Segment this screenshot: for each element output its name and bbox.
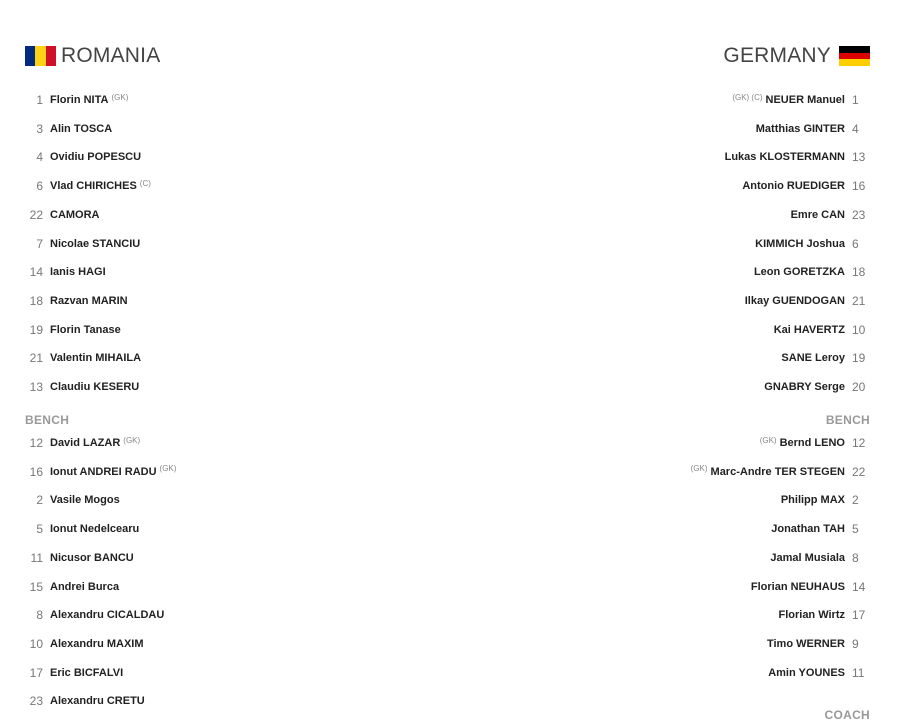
player-number: 17 bbox=[852, 608, 866, 623]
player-name[interactable]: Ilkay GUENDOGAN bbox=[744, 294, 845, 307]
player-number: 10 bbox=[29, 636, 43, 651]
player-number: 14 bbox=[852, 579, 866, 594]
player-role-tags: (GK) bbox=[690, 464, 708, 474]
player-name[interactable]: Emre CAN bbox=[790, 208, 845, 221]
player-name[interactable]: Ionut ANDREI RADU bbox=[50, 465, 157, 478]
player-number: 8 bbox=[36, 608, 43, 623]
player-number: 2 bbox=[36, 493, 43, 508]
player-name[interactable]: Alexandru CRETU bbox=[50, 695, 145, 708]
player-name[interactable]: Matthias GINTER bbox=[755, 122, 845, 135]
player-number: 5 bbox=[852, 522, 859, 537]
player-name[interactable]: Florian NEUHAUS bbox=[750, 580, 845, 593]
away-team-header bbox=[723, 42, 870, 70]
player-name[interactable]: Andrei Burca bbox=[50, 580, 120, 593]
player-row[interactable] bbox=[480, 634, 870, 654]
player-role-tags: (GK) bbox=[159, 464, 177, 474]
player-name[interactable]: Valentin MIHAILA bbox=[50, 352, 142, 365]
player-row[interactable] bbox=[480, 147, 870, 167]
player-row[interactable] bbox=[25, 147, 425, 167]
player-row[interactable] bbox=[25, 548, 425, 568]
player-row[interactable] bbox=[480, 519, 870, 539]
player-row[interactable] bbox=[480, 320, 870, 340]
player-name[interactable]: Lukas KLOSTERMANN bbox=[724, 151, 845, 164]
player-name[interactable]: Alin TOSCA bbox=[50, 122, 113, 135]
away-team-name: GERMANY bbox=[723, 44, 831, 67]
player-name[interactable]: Philipp MAX bbox=[780, 494, 845, 507]
away-bench-label: BENCH bbox=[825, 413, 870, 427]
player-row[interactable] bbox=[480, 548, 870, 568]
player-name[interactable]: Nicolae STANCIU bbox=[50, 237, 141, 250]
player-number: 16 bbox=[29, 464, 43, 479]
player-row[interactable] bbox=[25, 234, 425, 254]
player-name[interactable]: Jonathan TAH bbox=[771, 523, 845, 536]
player-number: 14 bbox=[29, 265, 43, 280]
player-name[interactable]: Ianis HAGI bbox=[50, 266, 106, 279]
player-number: 3 bbox=[36, 121, 43, 136]
player-name[interactable]: Antonio RUEDIGER bbox=[742, 180, 845, 193]
player-role-tags: (C) bbox=[139, 178, 151, 188]
player-role-tags: (GK) bbox=[111, 92, 129, 102]
player-number: 6 bbox=[852, 236, 859, 251]
romania-flag-icon bbox=[25, 46, 56, 66]
player-row[interactable] bbox=[25, 433, 425, 453]
home-bench-label: BENCH bbox=[25, 413, 70, 427]
player-role-tags: (GK) (C) bbox=[732, 92, 763, 102]
player-name[interactable]: Bernd LENO bbox=[779, 437, 845, 449]
player-row[interactable] bbox=[480, 490, 870, 510]
player-row[interactable] bbox=[480, 377, 870, 397]
player-row[interactable] bbox=[25, 262, 425, 282]
player-row[interactable] bbox=[25, 634, 425, 654]
player-number: 15 bbox=[29, 579, 43, 594]
player-name[interactable]: Florian Wirtz bbox=[778, 609, 845, 622]
away-coach-label: COACH bbox=[824, 708, 870, 722]
player-row[interactable] bbox=[480, 433, 870, 453]
player-row[interactable] bbox=[480, 348, 870, 368]
player-row[interactable] bbox=[25, 377, 425, 397]
player-row[interactable] bbox=[480, 462, 870, 482]
player-name[interactable]: David LAZAR bbox=[50, 437, 121, 449]
player-row[interactable] bbox=[480, 577, 870, 597]
player-name[interactable]: Vlad CHIRICHES bbox=[50, 180, 137, 193]
player-row[interactable] bbox=[25, 348, 425, 368]
player-number: 1 bbox=[852, 93, 859, 107]
home-team-header bbox=[25, 42, 160, 70]
player-name[interactable]: CAMORA bbox=[50, 208, 100, 221]
germany-flag-icon bbox=[839, 46, 870, 66]
player-row[interactable] bbox=[480, 663, 870, 683]
player-row[interactable] bbox=[25, 691, 425, 711]
player-number: 6 bbox=[36, 179, 43, 194]
player-number: 11 bbox=[852, 665, 865, 680]
player-number: 20 bbox=[852, 380, 866, 394]
player-row[interactable] bbox=[25, 320, 425, 340]
player-name[interactable]: Vasile Mogos bbox=[50, 494, 120, 507]
player-row[interactable] bbox=[480, 234, 870, 254]
player-number: 4 bbox=[36, 150, 43, 165]
player-name[interactable]: Florin NITA bbox=[50, 94, 109, 106]
player-number: 8 bbox=[852, 550, 859, 565]
player-number: 13 bbox=[29, 380, 43, 394]
player-name[interactable]: NEUER Manuel bbox=[765, 94, 845, 106]
player-number: 19 bbox=[29, 322, 43, 337]
player-row[interactable] bbox=[25, 605, 425, 625]
home-team-name: ROMANIA bbox=[61, 44, 161, 67]
player-row[interactable] bbox=[25, 119, 425, 139]
player-number: 13 bbox=[852, 150, 866, 165]
player-name[interactable]: Eric BICFALVI bbox=[50, 666, 124, 679]
player-number: 21 bbox=[29, 351, 43, 366]
player-number: 12 bbox=[29, 436, 43, 450]
player-name[interactable]: Jamal Musiala bbox=[770, 551, 845, 564]
player-name[interactable]: Alexandru MAXIM bbox=[50, 637, 144, 650]
player-number: 9 bbox=[852, 636, 859, 651]
player-number: 4 bbox=[852, 121, 859, 136]
player-number: 10 bbox=[852, 322, 866, 337]
player-number: 22 bbox=[29, 207, 43, 222]
player-number: 21 bbox=[852, 293, 866, 308]
player-name[interactable]: KIMMICH Joshua bbox=[755, 237, 845, 250]
player-name[interactable]: Ovidiu POPESCU bbox=[50, 151, 142, 164]
player-name[interactable]: Claudiu KESERU bbox=[50, 381, 140, 393]
player-row[interactable] bbox=[480, 90, 870, 110]
player-number: 1 bbox=[36, 93, 43, 107]
player-name[interactable]: Ionut Nedelcearu bbox=[50, 523, 140, 536]
player-number: 19 bbox=[852, 351, 866, 366]
player-row[interactable] bbox=[480, 291, 870, 311]
player-name[interactable]: Alexandru CICALDAU bbox=[50, 609, 165, 622]
player-row[interactable] bbox=[480, 119, 870, 139]
player-number: 2 bbox=[852, 493, 859, 508]
player-row[interactable] bbox=[480, 176, 870, 196]
player-name[interactable]: Florin Tanase bbox=[50, 323, 121, 336]
player-row[interactable] bbox=[25, 519, 425, 539]
player-number: 11 bbox=[30, 550, 43, 565]
player-row[interactable] bbox=[25, 663, 425, 683]
player-name[interactable]: Razvan MARIN bbox=[50, 294, 128, 307]
player-name[interactable]: Marc-Andre TER STEGEN bbox=[710, 465, 845, 478]
player-number: 7 bbox=[36, 236, 43, 251]
player-row[interactable] bbox=[25, 577, 425, 597]
player-row[interactable] bbox=[480, 605, 870, 625]
player-row[interactable] bbox=[480, 205, 870, 225]
player-number: 18 bbox=[29, 293, 43, 308]
player-number: 22 bbox=[852, 464, 866, 479]
player-row[interactable] bbox=[25, 90, 425, 110]
player-row[interactable] bbox=[25, 176, 425, 196]
player-name[interactable]: Nicusor BANCU bbox=[50, 551, 134, 564]
player-number: 23 bbox=[29, 694, 43, 709]
player-row[interactable] bbox=[25, 205, 425, 225]
player-number: 5 bbox=[36, 522, 43, 537]
player-name[interactable]: Kai HAVERTZ bbox=[773, 323, 845, 336]
player-role-tags: (GK) bbox=[759, 435, 777, 445]
player-number: 12 bbox=[852, 436, 866, 450]
player-number: 23 bbox=[852, 207, 866, 222]
player-name[interactable]: Timo WERNER bbox=[766, 637, 845, 650]
player-number: 18 bbox=[852, 265, 866, 280]
player-row[interactable] bbox=[25, 462, 425, 482]
player-name[interactable]: SANE Leroy bbox=[781, 352, 845, 365]
player-name[interactable]: Amin YOUNES bbox=[768, 666, 845, 679]
player-name[interactable]: Leon GORETZKA bbox=[753, 266, 845, 279]
player-row[interactable] bbox=[480, 262, 870, 282]
player-name[interactable]: GNABRY Serge bbox=[764, 381, 845, 393]
player-row[interactable] bbox=[25, 490, 425, 510]
player-number: 16 bbox=[852, 179, 866, 194]
player-row[interactable] bbox=[25, 291, 425, 311]
player-role-tags: (GK) bbox=[123, 435, 141, 445]
player-number: 17 bbox=[29, 665, 43, 680]
